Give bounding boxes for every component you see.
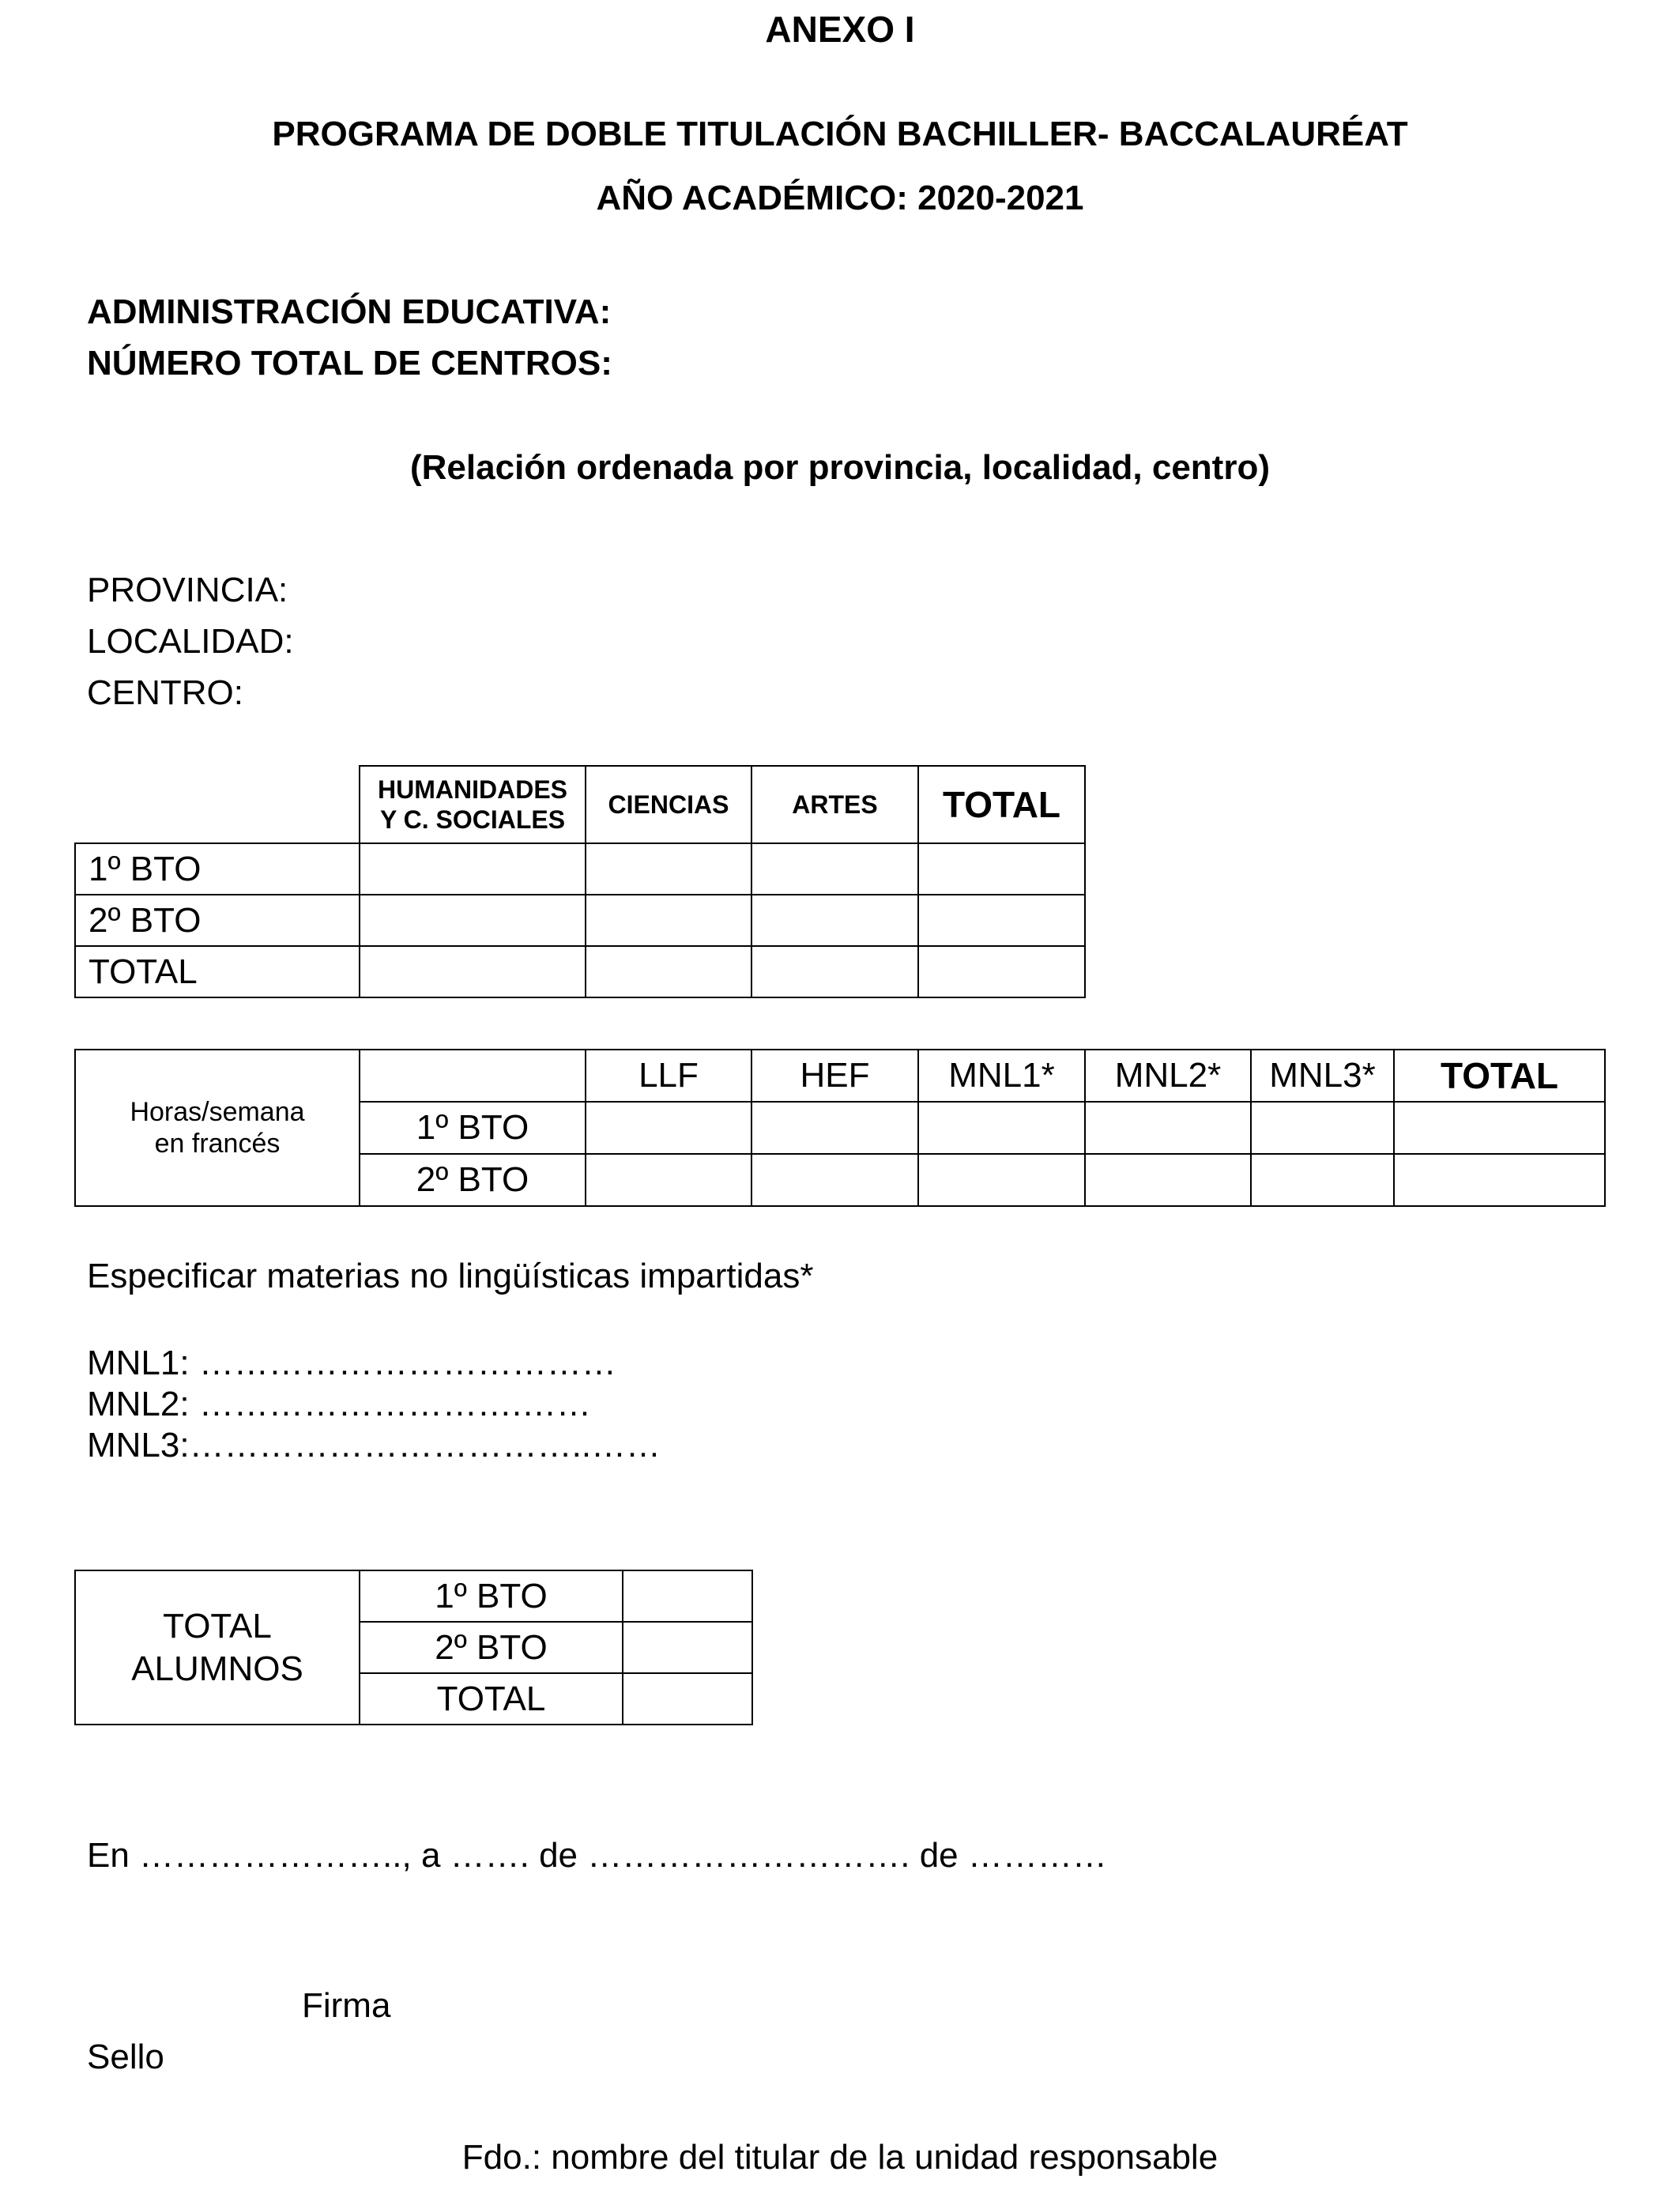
annex-title: ANEXO I <box>765 9 915 50</box>
cell-input[interactable] <box>1085 1102 1251 1154</box>
mnl2-line: MNL2: ……………………….…… <box>87 1385 592 1423</box>
row-label-1bto: 1º BTO <box>360 1570 623 1622</box>
header-mnl2: MNL2* <box>1085 1050 1251 1102</box>
numero-centros-label: NÚMERO TOTAL DE CENTROS: <box>87 344 612 383</box>
mnl3-line: MNL3:……………………………..…… <box>87 1426 661 1465</box>
cell-input[interactable] <box>586 1154 751 1206</box>
cell-input[interactable] <box>623 1570 752 1622</box>
cell-input[interactable] <box>1251 1154 1394 1206</box>
cell-input[interactable] <box>1394 1102 1605 1154</box>
header-artes: ARTES <box>751 766 918 843</box>
place-date-line: En ………………….., a ……. de ………………………. de ………… <box>87 1836 1107 1875</box>
sello-label: Sello <box>87 2038 164 2076</box>
mnl1-line: MNL1: ……………………………… <box>87 1344 616 1382</box>
cell-input[interactable] <box>751 946 918 997</box>
cell-input[interactable] <box>586 1102 751 1154</box>
cell-input[interactable] <box>360 843 586 895</box>
header-llf: LLF <box>586 1050 751 1102</box>
header-mnl3: MNL3* <box>1251 1050 1394 1102</box>
row-label-1bto: 1º BTO <box>75 843 360 895</box>
header-humanidades: HUMANIDADES Y C. SOCIALES <box>360 766 586 843</box>
cell-input[interactable] <box>751 1102 918 1154</box>
header-hef: HEF <box>751 1050 918 1102</box>
cell-input[interactable] <box>1251 1102 1394 1154</box>
row-label-2bto: 2º BTO <box>360 1622 623 1673</box>
header-total: TOTAL <box>1394 1050 1605 1102</box>
program-title: PROGRAMA DE DOBLE TITULACIÓN BACHILLER- BACCALAURÉAT <box>272 115 1408 153</box>
relacion-note: (Relación ordenada por provincia, localidad, centro) <box>410 448 1270 487</box>
provincia-label: PROVINCIA: <box>87 571 288 609</box>
materias-title: Especificar materias no lingüísticas impartidas* <box>87 1257 814 1295</box>
centro-label: CENTRO: <box>87 673 243 712</box>
modalidades-table <box>74 765 1086 998</box>
cell-input[interactable] <box>1394 1154 1605 1206</box>
total-alumnos-label: TOTAL ALUMNOS <box>75 1570 360 1725</box>
cell-input[interactable] <box>918 843 1085 895</box>
row-label-2bto: 2º BTO <box>360 1154 586 1206</box>
fdo-line: Fdo.: nombre del titular de la unidad responsable <box>461 2138 1219 2177</box>
empty-cell <box>360 1050 586 1102</box>
cell-input[interactable] <box>586 946 751 997</box>
cell-input[interactable] <box>360 946 586 997</box>
horas-label: Horas/semana en francés <box>75 1050 360 1206</box>
header-ciencias: CIENCIAS <box>586 766 751 843</box>
cell-input[interactable] <box>751 1154 918 1206</box>
row-label-total: TOTAL <box>75 946 360 997</box>
cell-input[interactable] <box>751 843 918 895</box>
header-total: TOTAL <box>918 766 1085 843</box>
total-alumnos-table <box>74 1570 753 1725</box>
cell-input[interactable] <box>918 946 1085 997</box>
horas-table <box>74 1049 1606 1207</box>
row-label-1bto: 1º BTO <box>360 1102 586 1154</box>
header-mnl1: MNL1* <box>918 1050 1085 1102</box>
cell-input[interactable] <box>918 895 1085 946</box>
cell-input[interactable] <box>918 1154 1085 1206</box>
empty-corner <box>75 766 360 843</box>
firma-label: Firma <box>302 1986 391 2025</box>
administracion-label: ADMINISTRACIÓN EDUCATIVA: <box>87 292 612 331</box>
row-label-2bto: 2º BTO <box>75 895 360 946</box>
cell-input[interactable] <box>623 1673 752 1725</box>
cell-input[interactable] <box>586 895 751 946</box>
localidad-label: LOCALIDAD: <box>87 622 294 661</box>
cell-input[interactable] <box>623 1622 752 1673</box>
academic-year: AÑO ACADÉMICO: 2020-2021 <box>596 179 1084 217</box>
cell-input[interactable] <box>360 895 586 946</box>
row-label-total: TOTAL <box>360 1673 623 1725</box>
cell-input[interactable] <box>1085 1154 1251 1206</box>
cell-input[interactable] <box>586 843 751 895</box>
cell-input[interactable] <box>918 1102 1085 1154</box>
cell-input[interactable] <box>751 895 918 946</box>
